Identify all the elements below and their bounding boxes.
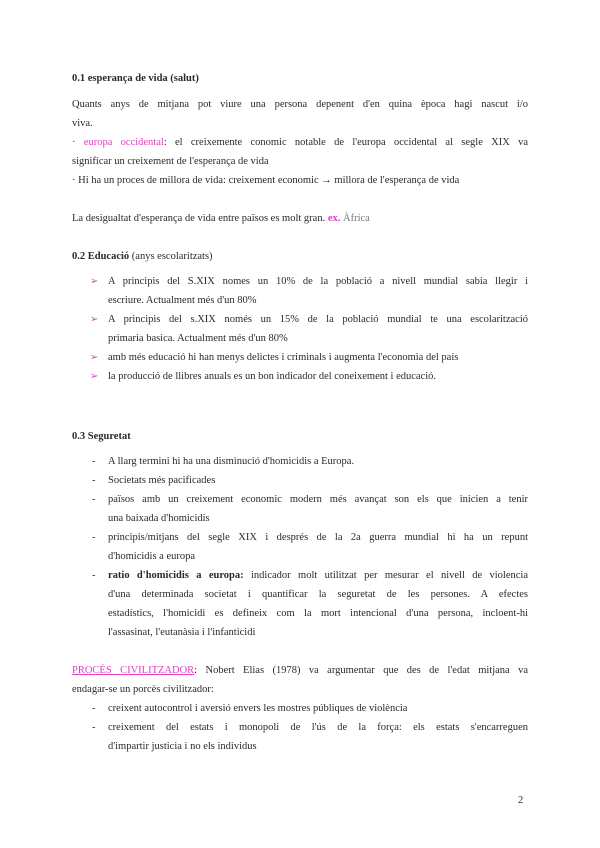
example-text: Àfrica [343, 213, 370, 224]
list-item-continuation: d'una determinada societat i quantificar la seguretat de les persones. A efectes [108, 589, 528, 600]
heading-rest: (anys escolaritzats) [131, 251, 213, 262]
paragraph-line: Quants anys de mitjana pot viure una persona depenent d'en quina època hagi nascut i/o [72, 99, 528, 110]
arrow-bullet-icon: ➢ [90, 276, 99, 287]
list-item-homicide-ratio [108, 569, 528, 583]
list-item: creixement del estats i monopoli de l'ús de la força: els estats s'encarreguen [108, 722, 528, 733]
list-item-continuation: primaria basica. Actualment més d'un 80% [108, 333, 288, 344]
list-item-text: indicador molt utilitzat per mesurar el nivell de violencia [243, 570, 528, 581]
term-proces-civilitzador: PROCÉS CIVILITZADOR [72, 665, 195, 676]
paragraph-desigualtat [72, 212, 370, 226]
list-item: Societats més pacificades [108, 475, 216, 486]
arrow-bullet-icon: ➢ [90, 314, 99, 325]
list-item-continuation: d'homicidis a europa [108, 551, 196, 562]
list-item: principis/mitjans del segle XIX i després de la 2a guerra mundial hi ha un repunt [108, 532, 528, 543]
paragraph-text: La desigualtat d'esperança de vida entre països es molt gran. [72, 213, 326, 224]
dash-bullet: - [92, 703, 96, 714]
list-item: països amb un creixement economic modern més avançat son els que inicien a tenir [108, 494, 528, 505]
section-heading-education [72, 250, 213, 264]
list-item: amb més educació hi han menys delictes i criminals i augmenta l'economia del país [108, 352, 459, 363]
dash-bullet: - [92, 532, 96, 543]
list-item-continuation: escriure. Actualment més d'un 80% [108, 295, 257, 306]
paragraph-line: viva. [72, 118, 93, 129]
list-item-continuation: l'assasinat, l'eutanàsia i l'infanticidi [108, 627, 256, 638]
arrow-bullet-icon: ➢ [90, 352, 99, 363]
list-item: la producció de llibres anuals es un bon indicador del coneixement i educació. [108, 371, 437, 382]
dash-bullet: - [92, 456, 96, 467]
list-item-continuation: d'impartir justicia i no els individus [108, 741, 257, 752]
dash-bullet: - [92, 494, 96, 505]
section-heading-security: 0.3 Seguretat [72, 431, 131, 442]
bullet-europa-occidental [72, 136, 528, 150]
paragraph-line: endagar-se un porcès civilitzador: [72, 684, 214, 695]
arrow-bullet-icon: ➢ [90, 371, 99, 382]
example-label: ex. [327, 213, 341, 224]
dash-bullet: - [92, 722, 96, 733]
bullet-text-continuation: significar un creixement de l'esperança de vida [72, 156, 269, 167]
paragraph-text: : Nobert Elias (1978) va argumentar que des de l'edat mitjana va [194, 665, 528, 676]
page-number: 2 [518, 795, 524, 806]
bullet-text: : el creixemente conomic notable de l'europa occidental al segle XIX va [163, 137, 529, 148]
term-europa-occidental: europa occidental [83, 137, 164, 148]
list-item: A principis del s.XIX només un 15% de la població mundial te una escolarització [108, 314, 528, 325]
list-item-continuation: una baixada d'homicidis [108, 513, 210, 524]
list-item: A principis del S.XIX nomes un 10% de la població a nivell mundial sabia llegir i [108, 276, 528, 287]
heading-bold: 0.2 Educació [72, 251, 130, 262]
term-homicide-ratio: ratio d'homicidis a europa: [108, 570, 244, 581]
dash-bullet: - [92, 475, 96, 486]
section-heading-life-expectancy: 0.1 esperança de vida (salut) [72, 73, 199, 84]
list-item: creixent autocontrol i aversió envers les mostres públiques de violència [108, 703, 408, 714]
paragraph-proces-civilitzador [72, 664, 528, 678]
list-item: A llarg termini hi ha una disminució d'homicidis a Europa. [108, 456, 355, 467]
list-item-continuation: estadístics, l'homicidi es defineix com la mort intencional d'una persona, incloent-hi [108, 608, 528, 619]
dash-bullet: - [92, 570, 96, 581]
bullet-dot: · [72, 137, 84, 148]
bullet-millora-vida: · Hi ha un proces de millora de vida: creixement economic → millora de l'esperança de vida [72, 175, 460, 186]
